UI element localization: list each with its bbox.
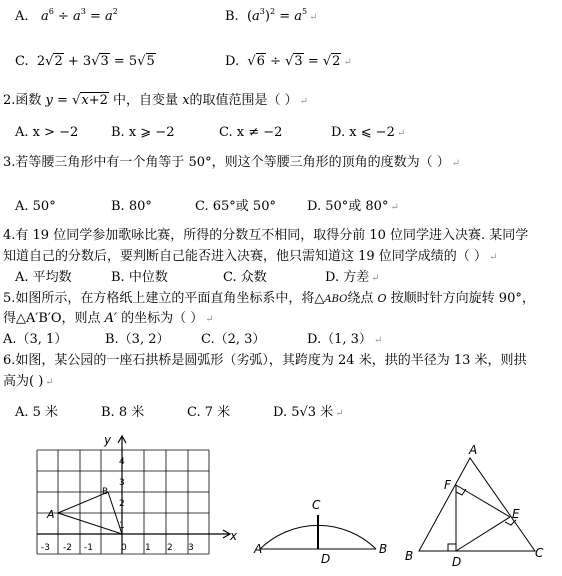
- q2-option-c: C. x ≠ −2: [219, 125, 283, 140]
- grid-lines: [37, 450, 209, 554]
- q4-line2: 知道自己的分数后，要判断自己能否进入决赛，他只需知道这 19 位同学成绩的（ ） ↵: [3, 249, 498, 264]
- x-tick: -1: [84, 543, 93, 553]
- y-axis-label: y: [104, 433, 112, 447]
- point-b-label: B: [102, 487, 109, 497]
- q3-stem: 3.若等腰三角形中有一个角等于 50°，则这个等腰三角形的顶角的度数为（ ） ↵: [3, 155, 461, 170]
- q2-option-b: B. x ⩾ −2: [111, 125, 175, 140]
- q4-option-c: C. 众数: [223, 270, 267, 285]
- q5-option-c: C.（2, 3）: [201, 332, 266, 347]
- return-mark-icon: ↵: [371, 273, 380, 284]
- x-tick: 2: [167, 543, 173, 553]
- arch-point-b-label: B: [379, 542, 388, 556]
- x-tick: -2: [63, 543, 72, 553]
- tri-point-b-label: B: [405, 549, 414, 563]
- right-angle-mark-d: [448, 544, 456, 551]
- q6-option-c: C. 7 米: [187, 405, 231, 420]
- axes: [37, 436, 230, 554]
- return-mark-icon: ↵: [373, 335, 383, 346]
- arch-point-a-label: A: [254, 542, 263, 556]
- arch-point-c-label: C: [312, 498, 321, 512]
- q6-options: [15, 405, 344, 422]
- q3-option-b: B. 80°: [111, 199, 152, 214]
- q3-option-d: D. 50°或 80°: [307, 199, 389, 214]
- q5-option-a: A.（3, 1）: [3, 332, 68, 347]
- q2-stem: 2.函数 y = √x+2 中，自变量 x的取值范围是（ ） ↵: [3, 93, 309, 108]
- tri-point-c-label: C: [535, 546, 544, 560]
- q3-option-c: C. 65°或 50°: [195, 199, 276, 214]
- q6-line1: 6.如图，某公园的一座石拱桥是圆弧形（劣弧），其跨度为 24 米，拱的半径为 13 米，则拱: [3, 353, 527, 368]
- q5-line1: 5.如图所示，在方格纸上建立的平面直角坐标系中，将△ABO绕点 O 按顺时针方向旋转 90°，: [3, 291, 535, 306]
- return-mark-icon: ↵: [390, 202, 399, 213]
- q4-option-a: A. 平均数: [15, 270, 72, 285]
- arch-arc: [260, 525, 376, 549]
- triangle-abo: [58, 492, 122, 534]
- q4-options: [15, 270, 380, 287]
- x-tick: -3: [41, 543, 50, 553]
- triangle-figure: [419, 458, 535, 551]
- q6-option-d: D. 5√3 米: [273, 405, 334, 420]
- y-tick: 4: [119, 457, 125, 467]
- return-mark-icon: ↵: [343, 57, 352, 68]
- segment-fe: [456, 485, 510, 517]
- q3-option-a: A. 50°: [15, 199, 56, 214]
- q3-options: [15, 199, 399, 216]
- return-mark-icon: ↵: [299, 96, 309, 107]
- q1-option-d: D. √6 ÷ √3 = √2 ↵: [225, 54, 352, 69]
- x-axis-label: x: [230, 529, 238, 543]
- return-mark-icon: ↵: [488, 252, 498, 263]
- q5-options: [3, 332, 382, 349]
- arch-point-d-label: D: [321, 552, 331, 566]
- return-mark-icon: ↵: [205, 314, 214, 325]
- tri-point-a-label: A: [469, 443, 478, 457]
- triangle-abc: [419, 458, 535, 551]
- x-tick: 3: [188, 543, 194, 553]
- q2-option-d: D. x ⩽ −2: [331, 125, 395, 140]
- return-mark-icon: ↵: [45, 377, 54, 388]
- segment-de: [456, 517, 510, 551]
- y-tick: 3: [119, 478, 125, 488]
- q1-option-c: C. 2√2 + 3√3 = 5√5: [15, 54, 155, 69]
- right-angle-mark-f: [456, 489, 466, 495]
- arch-bridge-figure: [253, 498, 387, 566]
- q4-option-b: B. 中位数: [111, 270, 168, 285]
- q4-option-d: D. 方差: [325, 270, 370, 285]
- q2-options: [15, 125, 405, 142]
- q6-option-a: A. 5 米: [15, 405, 59, 420]
- tri-point-d-label: D: [452, 555, 462, 569]
- tri-point-f-label: F: [444, 478, 451, 492]
- q5-option-d: D.（1, 3）: [307, 332, 372, 347]
- q6-option-b: B. 8 米: [101, 405, 145, 420]
- q6-line2: 高为( ) ↵: [3, 374, 54, 389]
- q5-line2: 得△A′B′O，则点 A′ 的坐标为（ ） ↵: [3, 311, 214, 326]
- x-tick: 0: [121, 543, 127, 553]
- x-tick: 1: [145, 543, 151, 553]
- y-tick: 1: [119, 521, 125, 531]
- q1-option-a: A. $a^6 \div a^3 = a^2$: [15, 7, 118, 24]
- q4-line1: 4.有 19 位同学参加歌咏比赛，所得的分数互不相同，取得分前 10 位同学进入决赛. 某同学: [3, 228, 529, 243]
- q2-option-a: A. x > −2: [15, 125, 79, 140]
- y-tick: 2: [119, 499, 125, 509]
- return-mark-icon: ↵: [396, 128, 406, 139]
- return-mark-icon: ↵: [335, 408, 344, 419]
- right-angle-mark-e: [505, 520, 516, 525]
- return-mark-icon: ↵: [451, 158, 461, 169]
- tri-point-e-label: E: [512, 507, 520, 521]
- return-mark-icon: ↵: [309, 12, 318, 23]
- q5-option-b: B.（3, 2）: [105, 332, 170, 347]
- q1-option-b: B. $(a^3)^2$ = $a^5↵$: [225, 7, 318, 24]
- point-a-label: A: [47, 508, 55, 521]
